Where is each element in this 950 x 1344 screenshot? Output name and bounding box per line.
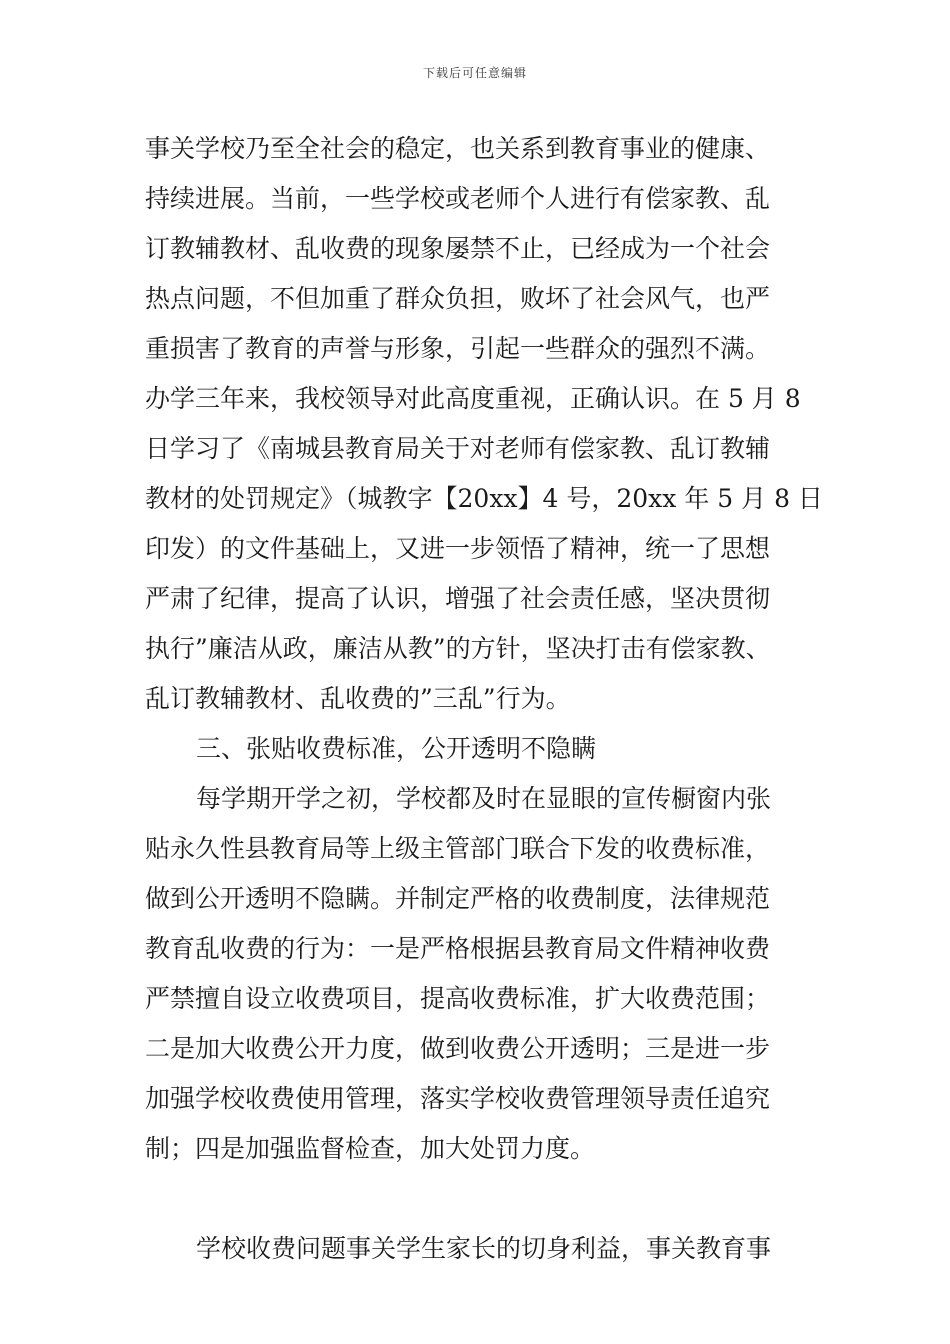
text-line: 教材的处罚规定》（城教字【20xx】4 号，20xx 年 5 月 8 日 xyxy=(145,484,823,513)
text-line: 事关学校乃至全社会的稳定，也关系到教育事业的健康、 xyxy=(145,134,771,163)
text-line: 订教辅教材、乱收费的现象屡禁不止，已经成为一个社会 xyxy=(145,234,771,263)
text-line: 持续进展。当前，一些学校或老师个人进行有偿家教、乱 xyxy=(145,184,771,213)
text-line: 贴永久性县教育局等上级主管部门联合下发的收费标准， xyxy=(145,834,771,863)
section-heading: 三、张贴收费标准，公开透明不隐瞒 xyxy=(196,734,597,763)
text-line: 加强学校收费使用管理，落实学校收费管理领导责任追究 xyxy=(145,1084,771,1113)
text-line: 严肃了纪律，提高了认识，增强了社会责任感，坚决贯彻 xyxy=(145,584,771,613)
text-line: 学校收费问题事关学生家长的切身利益，事关教育事 xyxy=(196,1234,772,1263)
text-line: 重损害了教育的声誉与形象，引起一些群众的强烈不满。 xyxy=(145,334,771,363)
blank-line xyxy=(145,1174,835,1224)
text-line: 每学期开学之初，学校都及时在显眼的宣传橱窗内张 xyxy=(196,784,772,813)
document-body xyxy=(145,124,835,1274)
page-header: 下载后可任意编辑 xyxy=(422,66,527,80)
text-line: 执行”廉洁从政，廉洁从教”的方针，坚决打击有偿家教、 xyxy=(145,634,771,663)
text-line: 教育乱收费的行为：一是严格根据县教育局文件精神收费 xyxy=(145,934,771,963)
text-line: 印发）的文件基础上，又进一步领悟了精神，统一了思想 xyxy=(145,534,771,563)
text-line: 严禁擅自设立收费项目，提高收费标准，扩大收费范围； xyxy=(145,984,771,1013)
text-line: 二是加大收费公开力度，做到收费公开透明；三是进一步 xyxy=(145,1034,771,1063)
text-line: 乱订教辅教材、乱收费的”三乱”行为。 xyxy=(145,684,571,713)
text-line: 热点问题，不但加重了群众负担，败坏了社会风气，也严 xyxy=(145,284,771,313)
text-line: 制；四是加强监督检查，加大处罚力度。 xyxy=(145,1134,596,1163)
text-line: 办学三年来，我校领导对此高度重视，正确认识。在 5 月 8 xyxy=(145,384,801,413)
text-line: 日学习了《南城县教育局关于对老师有偿家教、乱订教辅 xyxy=(145,434,771,463)
text-line: 做到公开透明不隐瞒。并制定严格的收费制度，法律规范 xyxy=(145,884,771,913)
